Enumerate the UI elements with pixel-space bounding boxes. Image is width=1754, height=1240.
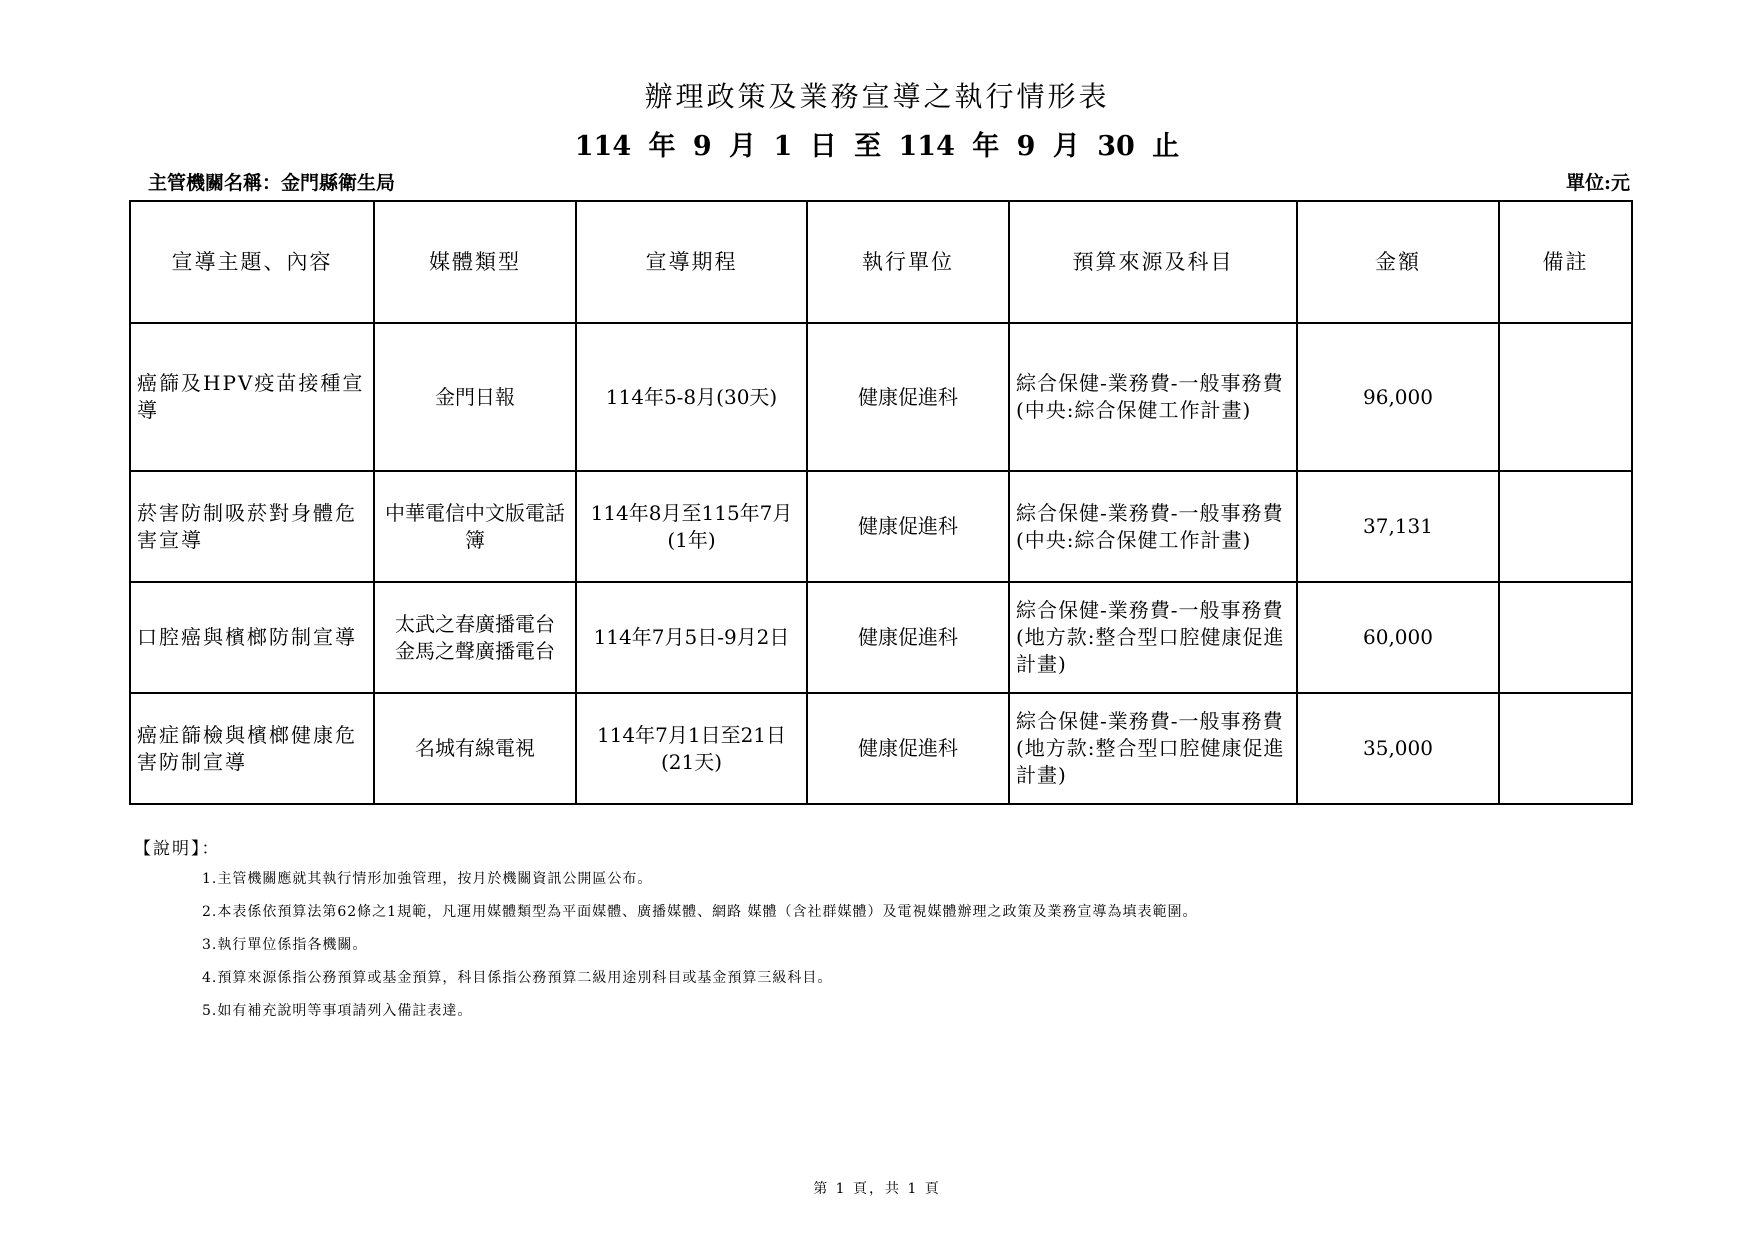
page-number: 第 1 頁，共 1 頁 xyxy=(813,1181,941,1197)
cell-remarks xyxy=(1499,693,1632,804)
note-item: 1.主管機關應就其執行情形加強管理，按月於機關資訊公開區公布。 xyxy=(202,871,653,887)
header-topic: 宣導主題、內容 xyxy=(130,201,374,323)
cell-media-type: 中華電信中文版電話簿 xyxy=(374,471,576,582)
cell-budget-source: 綜合保健-業務費-一般事務費(地方款:整合型口腔健康促進計畫) xyxy=(1009,693,1297,804)
cell-remarks xyxy=(1499,323,1632,471)
table-header-row xyxy=(130,201,1632,323)
header-budget-source: 預算來源及科目 xyxy=(1009,201,1297,323)
document-title: 辦理政策及業務宣導之執行情形表 xyxy=(644,80,1110,113)
cell-executing-unit: 健康促進科 xyxy=(807,323,1009,471)
table-row xyxy=(130,471,1632,582)
table-row xyxy=(130,323,1632,471)
cell-executing-unit: 健康促進科 xyxy=(807,693,1009,804)
currency-unit: 單位:元 xyxy=(1565,172,1630,194)
execution-table xyxy=(129,200,1633,805)
cell-media-type: 金門日報 xyxy=(374,323,576,471)
cell-budget-source: 綜合保健-業務費-一般事務費(中央:綜合保健工作計畫) xyxy=(1009,471,1297,582)
notes-list xyxy=(202,868,1198,1033)
cell-media-type: 太武之春廣播電台 金馬之聲廣播電台 xyxy=(374,582,576,693)
cell-amount: 60,000 xyxy=(1297,582,1499,693)
cell-schedule: 114年8月至115年7月(1年) xyxy=(576,471,807,582)
cell-schedule: 114年5-8月(30天) xyxy=(576,323,807,471)
header-executing-unit: 執行單位 xyxy=(807,201,1009,323)
cell-amount: 96,000 xyxy=(1297,323,1499,471)
header-amount: 金額 xyxy=(1297,201,1499,323)
cell-amount: 35,000 xyxy=(1297,693,1499,804)
cell-topic: 癌症篩檢與檳榔健康危害防制宣導 xyxy=(130,693,374,804)
note-item: 5.如有補充說明等事項請列入備註表達。 xyxy=(202,1003,473,1019)
note-item: 2.本表係依預算法第62條之1規範，凡運用媒體類型為平面媒體、廣播媒體、網路 媒體（含社群媒體）及電視媒體辦理之政策及業務宣導為填表範圍。 xyxy=(202,904,1198,920)
cell-amount: 37,131 xyxy=(1297,471,1499,582)
cell-executing-unit: 健康促進科 xyxy=(807,471,1009,582)
cell-media-type: 名城有線電視 xyxy=(374,693,576,804)
cell-remarks xyxy=(1499,471,1632,582)
agency-name: 主管機關名稱：金門縣衛生局 xyxy=(148,172,396,194)
cell-topic: 癌篩及HPV疫苗接種宣導 xyxy=(130,323,374,471)
notes-heading: 【說明】： xyxy=(134,839,221,859)
cell-topic: 口腔癌與檳榔防制宣導 xyxy=(130,582,374,693)
cell-topic: 菸害防制吸菸對身體危害宣導 xyxy=(130,471,374,582)
note-item: 3.執行單位係指各機關。 xyxy=(202,937,368,953)
cell-budget-source: 綜合保健-業務費-一般事務費(地方款:整合型口腔健康促進計畫) xyxy=(1009,582,1297,693)
header-remarks: 備註 xyxy=(1499,201,1632,323)
header-media-type: 媒體類型 xyxy=(374,201,576,323)
cell-budget-source: 綜合保健-業務費-一般事務費(中央:綜合保健工作計畫) xyxy=(1009,323,1297,471)
cell-executing-unit: 健康促進科 xyxy=(807,582,1009,693)
cell-schedule: 114年7月5日-9月2日 xyxy=(576,582,807,693)
header-schedule: 宣導期程 xyxy=(576,201,807,323)
report-period: 114 年 9 月 1 日 至 114 年 9 月 30 止 xyxy=(574,131,1180,162)
table-row xyxy=(130,693,1632,804)
note-item: 4.預算來源係指公務預算或基金預算，科目係指公務預算二級用途別科目或基金預算三級科目。 xyxy=(202,970,833,986)
table-row xyxy=(130,582,1632,693)
cell-schedule: 114年7月1日至21日 (21天) xyxy=(576,693,807,804)
cell-remarks xyxy=(1499,582,1632,693)
